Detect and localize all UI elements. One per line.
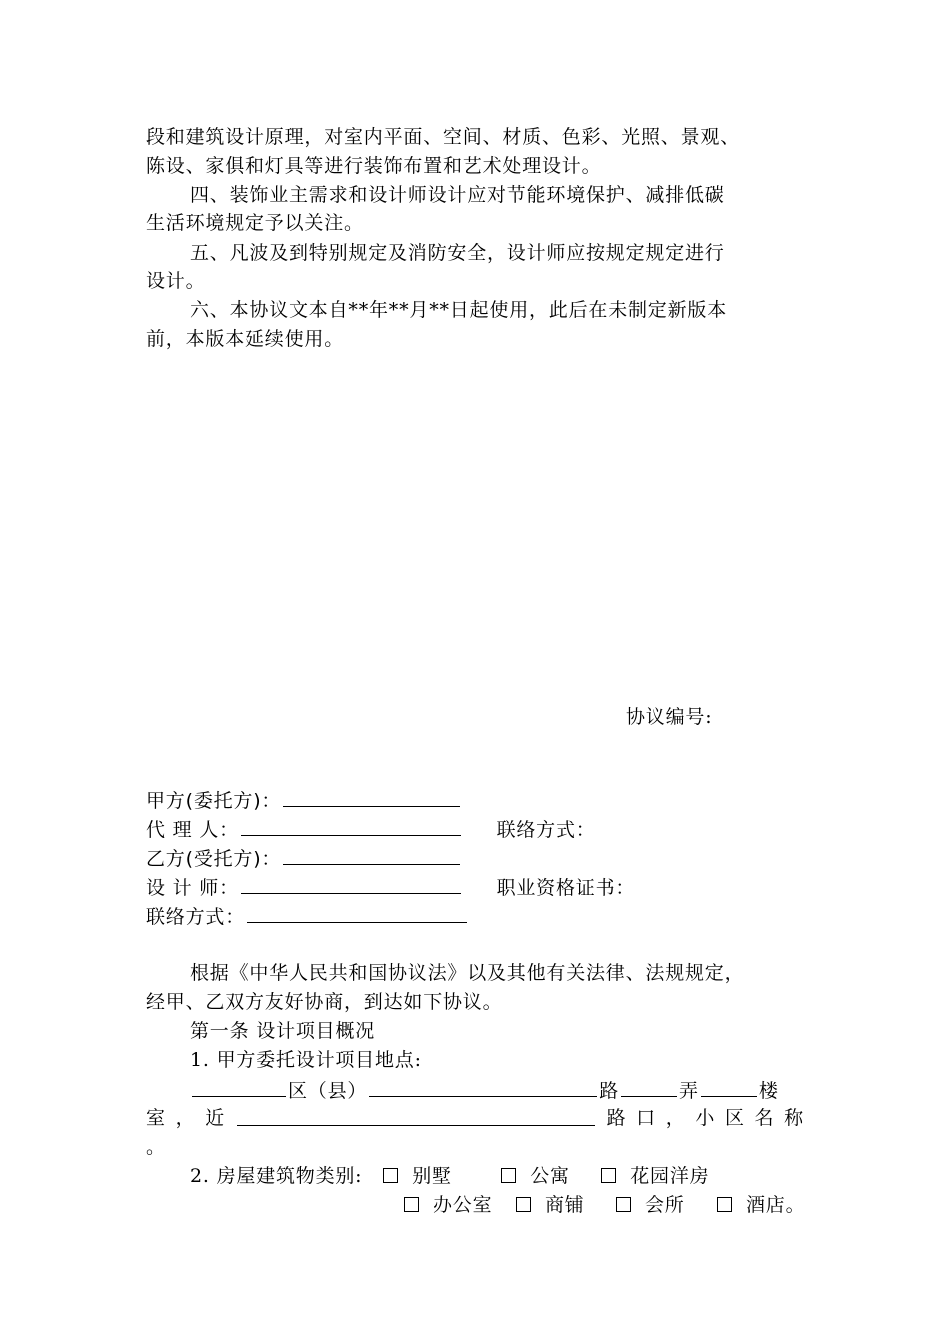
contact-field[interactable] <box>247 904 467 923</box>
basis-line-2: 经甲、乙双方友好协商，到达如下协议。 <box>146 991 503 1013</box>
checkbox-hotel[interactable] <box>717 1197 732 1212</box>
near-label: 近 <box>205 1107 225 1129</box>
item-6-line-1: 六、本协议文本自**年**月**日起使用，此后在未制定新版本 <box>190 299 728 321</box>
article-1-title: 第一条 设计项目概况 <box>190 1020 376 1042</box>
community-char-4: 称 <box>784 1107 804 1129</box>
comma-1: ， <box>175 1107 196 1129</box>
near-road-field[interactable] <box>237 1107 595 1126</box>
building-types-row-1 <box>190 1165 709 1187</box>
item-2-label: 2. 房屋建筑物类别: <box>190 1165 363 1187</box>
address-row-1 <box>190 1078 779 1102</box>
intro-line-2: 陈设、家俱和灯具等进行装饰布置和艺术处理设计。 <box>146 155 602 177</box>
designer-field[interactable] <box>241 875 461 894</box>
party-b-row <box>146 846 462 870</box>
option-clubhouse[interactable]: 会所 <box>616 1194 717 1216</box>
community-char-2: 区 <box>724 1107 745 1129</box>
district-label: 区（县） <box>288 1080 368 1102</box>
item-5-line-1: 五、凡波及到特别规定及消防安全，设计师应按规定规定进行 <box>190 242 725 264</box>
item-5-line-2: 设计。 <box>146 270 206 292</box>
intro-line-1: 段和建筑设计原理，对室内平面、空间、材质、色彩、光照、景观、 <box>146 126 741 148</box>
agreement-number-label: 协议编号: <box>626 706 713 728</box>
contact-row <box>146 904 469 928</box>
address-row-2 <box>146 1107 804 1129</box>
option-apartment[interactable]: 公寓 <box>501 1165 601 1187</box>
option-hotel[interactable]: 酒店。 <box>717 1194 805 1216</box>
contact-label-2: 联络方式： <box>146 906 246 928</box>
room-label: 室 <box>146 1107 166 1129</box>
building-field[interactable] <box>701 1078 757 1097</box>
checkbox-apartment[interactable] <box>501 1168 516 1183</box>
comma-2: ， <box>665 1107 686 1129</box>
building-types-row-2 <box>404 1194 805 1216</box>
road-field[interactable] <box>369 1078 597 1097</box>
checkbox-villa[interactable] <box>383 1168 398 1183</box>
party-a-row <box>146 788 462 812</box>
item-4-line-1: 四、装饰业主需求和设计师设计应对节能环境保护、减排低碳 <box>190 184 725 206</box>
party-a-field[interactable] <box>283 788 460 807</box>
lane-field[interactable] <box>621 1078 677 1097</box>
checkbox-clubhouse[interactable] <box>616 1197 631 1212</box>
building-label: 楼 <box>758 1080 779 1102</box>
party-b-label: 乙方(受托方)： <box>146 848 282 870</box>
checkbox-shop[interactable] <box>516 1197 531 1212</box>
checkbox-garden-house[interactable] <box>601 1168 616 1183</box>
option-villa[interactable]: 别墅 <box>383 1165 501 1187</box>
item-6-line-2: 前，本版本延续使用。 <box>146 328 345 350</box>
designer-label: 设 计 师： <box>146 877 239 899</box>
intersection-road-label: 路 <box>606 1107 627 1129</box>
basis-line-1: 根据《中华人民共和国协议法》以及其他有关法律、法规规定， <box>190 962 745 984</box>
option-office[interactable]: 办公室 <box>404 1194 516 1216</box>
lane-label: 弄 <box>679 1080 699 1102</box>
option-garden-house[interactable]: 花园洋房 <box>601 1165 709 1187</box>
community-char-3: 名 <box>754 1107 775 1129</box>
address-end: 。 <box>146 1136 166 1158</box>
checkbox-office[interactable] <box>404 1197 419 1212</box>
district-field[interactable] <box>192 1078 286 1097</box>
contact-label-1: 联络方式： <box>496 819 596 841</box>
agent-label: 代 理 人： <box>146 819 239 841</box>
community-char-1: 小 <box>695 1107 716 1129</box>
qualification-label: 职业资格证书： <box>496 877 636 899</box>
party-b-field[interactable] <box>283 846 460 865</box>
agent-row <box>146 817 596 841</box>
item-1-label: 1. 甲方委托设计项目地点: <box>190 1049 422 1071</box>
intersection-mouth-label: 口 <box>636 1107 656 1129</box>
agent-field[interactable] <box>241 817 461 836</box>
road-label: 路 <box>599 1080 620 1102</box>
option-shop[interactable]: 商铺 <box>516 1194 616 1216</box>
party-a-label: 甲方(委托方)： <box>146 790 282 812</box>
item-4-line-2: 生活环境规定予以关注。 <box>146 212 364 234</box>
designer-row <box>146 875 635 899</box>
